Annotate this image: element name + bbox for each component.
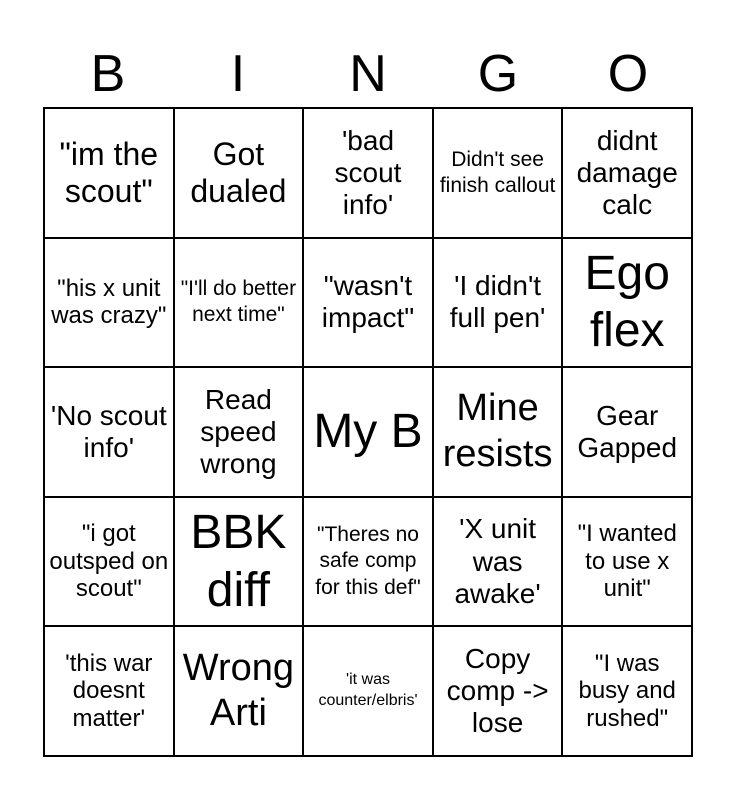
bingo-cell[interactable]: Wrong Arti [174, 626, 304, 756]
bingo-cell[interactable]: My B [303, 367, 433, 497]
bingo-cell[interactable]: 'X unit was awake' [433, 497, 563, 627]
bingo-cell[interactable]: "Theres no safe comp for this def" [303, 497, 433, 627]
bingo-cell[interactable]: "i got outsped on scout" [44, 497, 174, 627]
bingo-board [43, 107, 693, 757]
bingo-cell[interactable]: "I'll do better next time" [174, 238, 304, 368]
bingo-cell[interactable]: Copy comp -> lose [433, 626, 563, 756]
header-letter-b: B [90, 45, 126, 103]
bingo-cell[interactable]: Gear Gapped [562, 367, 692, 497]
bingo-cell[interactable]: "I wanted to use x unit" [562, 497, 692, 627]
bingo-cell[interactable]: "im the scout" [44, 108, 174, 238]
bingo-cell[interactable]: 'this war doesnt matter' [44, 626, 174, 756]
header-letter-i: I [230, 45, 246, 103]
bingo-cell[interactable]: "wasn't impact" [303, 238, 433, 368]
bingo-cell[interactable]: Mine resists [433, 367, 563, 497]
bingo-header [43, 40, 693, 108]
header-letter-o: O [607, 45, 649, 103]
bingo-cell[interactable]: Read speed wrong [174, 367, 304, 497]
bingo-cell[interactable]: 'it was counter/elbris' [303, 626, 433, 756]
bingo-cell[interactable]: Ego flex [562, 238, 692, 368]
bingo-cell[interactable]: didnt damage calc [562, 108, 692, 238]
bingo-cell[interactable]: BBK diff [174, 497, 304, 627]
bingo-cell[interactable]: 'bad scout info' [303, 108, 433, 238]
bingo-cell[interactable]: "I was busy and rushed" [562, 626, 692, 756]
bingo-cell[interactable]: 'I didn't full pen' [433, 238, 563, 368]
bingo-cell[interactable]: Didn't see finish callout [433, 108, 563, 238]
bingo-cell[interactable]: 'No scout info' [44, 367, 174, 497]
header-letter-n: N [349, 45, 387, 103]
bingo-cell[interactable]: "his x unit was crazy" [44, 238, 174, 368]
header-letter-g: G [477, 45, 519, 103]
bingo-cell[interactable]: Got dualed [174, 108, 304, 238]
